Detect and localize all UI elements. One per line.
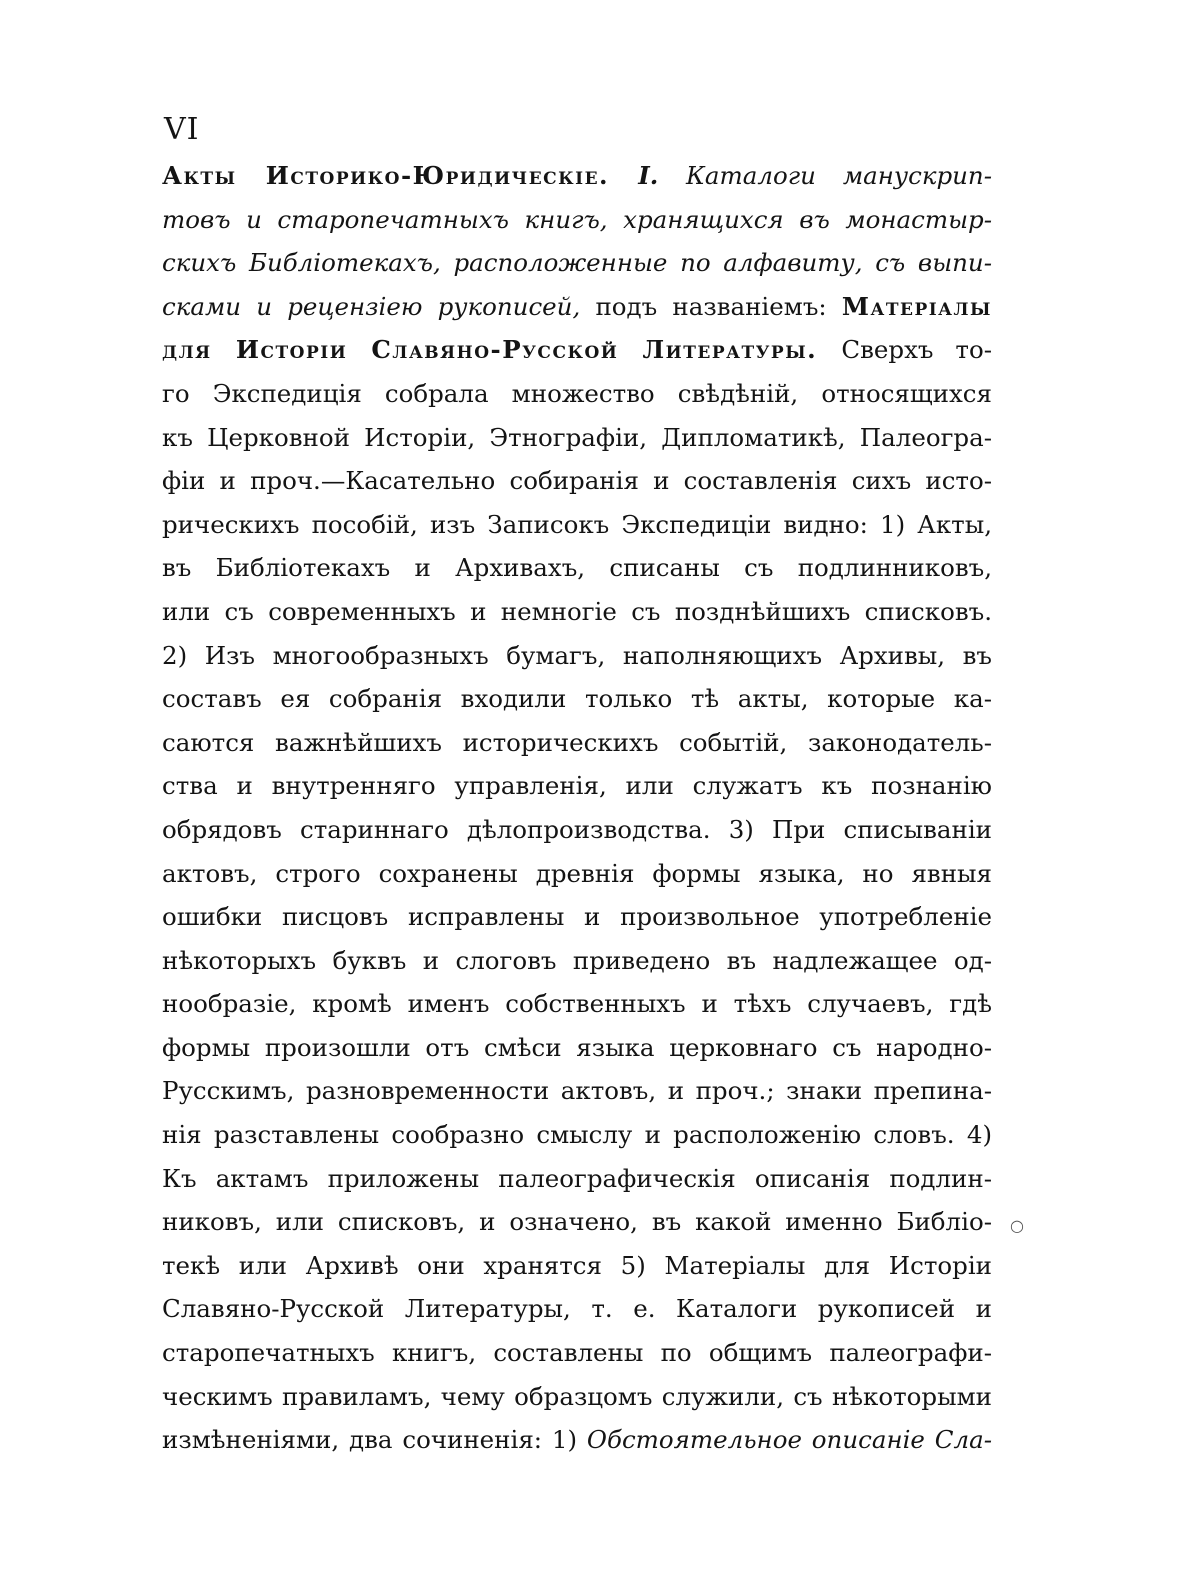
text-segment: го Экспедиція собрала множество свѣдѣній, относящихся	[162, 378, 992, 408]
text-line	[162, 895, 992, 939]
text-line	[162, 459, 992, 503]
text-line	[162, 1244, 992, 1288]
text-segment: составъ ея собранія входили только тѣ акты, которые ка-	[162, 684, 992, 714]
text-segment: ства и внутренняго управленія, или служатъ къ познанію	[162, 771, 992, 801]
text-line	[162, 372, 992, 416]
text-line	[162, 1287, 992, 1331]
text-segment: товъ и старопечатныхъ книгъ, хранящихся въ монастыр-	[162, 204, 992, 234]
text-segment: скихъ Библіотекахъ, расположенные по алфавиту, съ выпи-	[162, 248, 992, 278]
text-segment: старопечатныхъ книгъ, составлены по общимъ палеографи-	[162, 1338, 992, 1368]
text-segment: Русскимъ, разновременности актовъ, и проч.; знаки препина-	[162, 1076, 992, 1106]
text-line	[162, 590, 992, 634]
text-line	[162, 764, 992, 808]
text-segment: обрядовъ стариннаго дѣлопроизводства. 3) При списываніи	[162, 814, 992, 844]
text-segment: или съ современныхъ и немногіе съ позднѣйшихъ списковъ.	[162, 596, 992, 626]
text-line	[162, 677, 992, 721]
margin-mark: ○	[1010, 1216, 1024, 1235]
text-segment: для Исторіи Славяно-Русской Литературы.	[162, 335, 842, 365]
text-line	[162, 808, 992, 852]
text-segment: ческимъ правиламъ, чему образцомъ служили, съ нѣкоторыми	[162, 1381, 992, 1411]
page-number: VI	[164, 112, 200, 147]
text-segment: къ Церковной Исторіи, Этнографіи, Дипломатикѣ, Палеогра-	[162, 422, 992, 452]
text-segment: фіи и проч.—Касательно собиранія и составленія сихъ исто-	[162, 466, 992, 496]
text-line	[162, 1113, 992, 1157]
text-line	[162, 1157, 992, 1201]
text-line	[162, 1331, 992, 1375]
text-line	[162, 416, 992, 460]
text-line	[162, 1200, 992, 1244]
text-segment: Къ актамъ приложены палеографическія описанія подлин-	[162, 1163, 992, 1193]
text-line	[162, 1418, 992, 1462]
text-segment: Каталоги манускрип-	[685, 161, 992, 190]
text-segment: никовъ, или списковъ, и означено, въ какой именно Библіо-	[162, 1207, 992, 1237]
text-segment: нія разставлены сообразно смыслу и расположенію словъ. 4)	[162, 1120, 992, 1150]
text-segment: измѣненіями, два сочиненія: 1)	[162, 1425, 587, 1455]
text-line	[162, 154, 992, 198]
text-segment: Обстоятельное описаніе Сла-	[586, 1425, 992, 1455]
text-segment: Сверхъ то-	[841, 335, 992, 365]
text-segment: Матеріалы	[841, 291, 992, 321]
text-segment: нообразіе, кромѣ именъ собственныхъ и тѣхъ случаевъ, гдѣ	[162, 989, 992, 1019]
text-segment: I.	[638, 161, 686, 190]
text-segment: 2) Изъ многообразныхъ бумагъ, наполняющихъ Архивы, въ	[162, 640, 992, 670]
text-segment: нѣкоторыхъ буквъ и слоговъ приведено въ надлежащее од-	[162, 945, 992, 975]
text-line	[162, 546, 992, 590]
text-line	[162, 634, 992, 678]
text-line	[162, 852, 992, 896]
text-segment: ошибки писцовъ исправлены и произвольное употребленіе	[162, 902, 992, 932]
text-segment: рическихъ пособій, изъ Записокъ Экспедиціи видно: 1) Акты,	[162, 509, 992, 539]
text-segment: въ Библіотекахъ и Архивахъ, списаны съ подлинниковъ,	[162, 553, 992, 583]
text-line	[162, 503, 992, 547]
text-line	[162, 241, 992, 285]
text-body	[162, 154, 992, 1462]
text-line	[162, 939, 992, 983]
text-line	[162, 982, 992, 1026]
text-segment: текѣ или Архивѣ они хранятся 5) Матеріалы для Исторіи	[162, 1250, 992, 1280]
text-segment: подъ названіемъ:	[595, 291, 842, 321]
text-segment: Акты Историко-Юридическіе.	[162, 161, 639, 190]
text-line	[162, 1375, 992, 1419]
text-line	[162, 1026, 992, 1070]
text-line	[162, 328, 992, 372]
text-line	[162, 198, 992, 242]
text-segment: актовъ, строго сохранены древнія формы языка, но явныя	[162, 858, 992, 888]
text-line	[162, 285, 992, 329]
text-segment: саются важнѣйшихъ историческихъ событій, законодатель-	[162, 727, 992, 757]
text-segment: сками и рецензіею рукописей,	[162, 291, 596, 321]
text-line	[162, 1069, 992, 1113]
text-segment: Славяно-Русской Литературы, т. е. Каталоги рукописей и	[162, 1294, 992, 1324]
text-segment: формы произошли отъ смѣси языка церковнаго съ народно-	[162, 1032, 992, 1062]
text-line	[162, 721, 992, 765]
